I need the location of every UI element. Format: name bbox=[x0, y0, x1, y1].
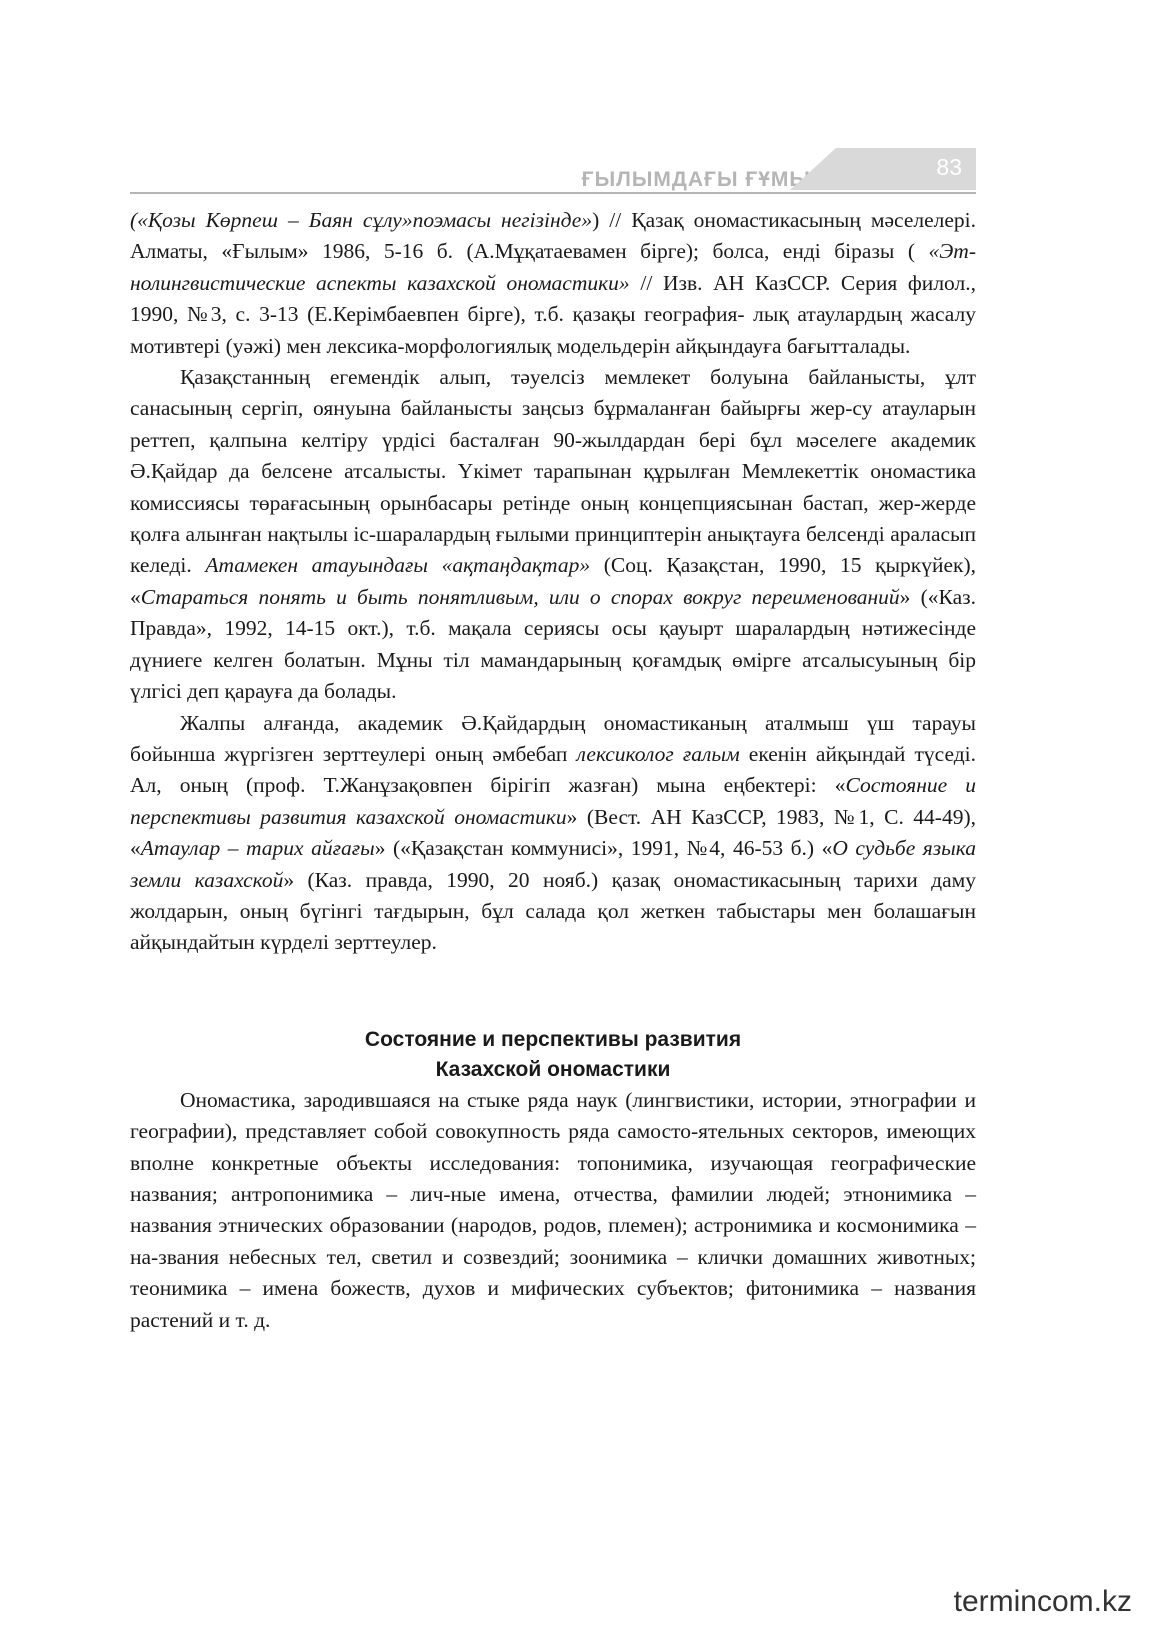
paragraph-2 bbox=[130, 362, 976, 707]
text-run-0: Жалпы алғанда, академик Ә.Қайдардың ономастиканың аталмыш үш тарауы бойынша жүргізген зерттеулері оның әмбебап bbox=[130, 710, 976, 766]
text-run-2: (Соц. Қазақстан, 1990, 15 қыркүйек), « bbox=[130, 553, 976, 609]
section-heading bbox=[130, 1025, 976, 1085]
italic-run-3: Состояние и перспективы развития казахской ономастики bbox=[130, 773, 977, 829]
text-run-4: » (Вест. АН КазССР, 1983, №1, С. 44-49), « bbox=[130, 804, 976, 861]
italic-run-0: («Қозы Көрпеш – Баян сұлу»поэмасы негізінде» bbox=[130, 208, 593, 232]
text-run-1: ) // Қазақ ономастикасының мәселелері. Алматы, «Ғылым» 1986, 5-16 б. (А.Мұқатаевамен бірге); болса, енді біразы ( bbox=[130, 208, 976, 264]
paragraph-1 bbox=[130, 205, 976, 362]
paragraph-3 bbox=[130, 708, 976, 959]
section-heading-line-1: Состояние и перспективы развития bbox=[364, 1027, 742, 1051]
text-run-6: » («Қазақстан коммунисі», 1991, №4, 46-53 б.) « bbox=[374, 836, 833, 861]
text-run-2: екенін айқындай түседі. Ал, оның (проф. Т.Жанұзақовпен бірігіп жазған) мына еңбектері: « bbox=[130, 741, 976, 798]
italic-run-1: лексиколог ғалым bbox=[576, 741, 740, 766]
italic-run-2: «Эт-нолингвистические аспекты казахской ономастики» bbox=[130, 239, 976, 295]
running-header-title: ҒЫЛЫМДАҒЫ ҒҰМЫР bbox=[581, 168, 826, 191]
text-run-0: Ономастика, зародившаяся на стыке ряда наук (лингвистики, истории, этнографии и географии), представляет собой совокупность ряда самосто-ятельных секторов, имеющих вполне конкретные объекты исследования: топонимика, изучающая географические названия; антропонимика – лич-ные имена, отчества, фамилии людей; этнонимика – названия этнических образовании (народов, родов, племен); астронимика и космонимика – на-звания небесных тел, светил и созвездий; зоонимика – клички домашних животных; теонимика – имена божеств, духов и мифических субъектов; фитонимика – названия растений и т. д. bbox=[130, 1087, 976, 1332]
italic-run-7: О судьбе языка земли казахской bbox=[130, 836, 976, 892]
page-number: 83 bbox=[936, 154, 962, 180]
text-run-3: // Изв. АН КазССР. Серия филол., 1990, №3, с. 3-13 (Е.Керімбаевпен бірге), т.б. қазақы география- лық атаулардың жасалу мотивтері (уәжі) мен лексика-морфологиялық модельдерін айқындауға бағытталады. bbox=[130, 270, 976, 358]
italic-run-3: Стараться понять и быть понятливым, или о спорах вокруг переименований bbox=[140, 584, 900, 609]
text-run-8: » (Каз. правда, 1990, 20 нояб.) қазақ ономастикасының тарихи даму жолдарын, оның бүгінгі тағдырын, бұл салада қол жеткен табыстары мен болашағын айқындайтын күрделі зерттеулер. bbox=[130, 867, 976, 955]
page-body bbox=[130, 205, 976, 1336]
running-header bbox=[130, 148, 976, 196]
page-number-tab bbox=[836, 148, 976, 190]
italic-run-5: Атаулар – тарих айғағы bbox=[140, 836, 375, 861]
header-rule bbox=[130, 192, 976, 194]
text-run-4: » («Каз. Правда», 1992, 14-15 окт.), т.б. мақала сериясы осы қауырт шаралардың нәтижесінде дүниеге келген болатын. Мұны тіл мамандарының қоғамдық өмірге атсалысуының бір үлгісі деп қарауға да болады. bbox=[130, 584, 976, 704]
paragraph-4 bbox=[130, 1085, 976, 1336]
header-slant-shape bbox=[790, 148, 836, 190]
watermark-logo: termincom.kz bbox=[953, 1585, 1132, 1618]
text-run-0: Қазақстанның егемендік алып, тәуелсіз мемлекет болуына байланысты, ұлт санасының сергіп, оянуына байланысты заңсыз бұрмаланған байырғы жер-су атауларын реттеп, қалпына келтіру үрдісі басталған 90-жылдардан бері бұл мәселеге академик Ә.Қайдар да белсене атсалысты. Үкімет тарапынан құрылған Мемлекеттік ономастика комиссиясы төрағасының орынбасары ретінде оның концепциясынан бастап, жер-жерде қолға алынған нақтылы іс-шаралардың ғылыми принциптерін анықтауға белсенді араласып келеді. bbox=[130, 365, 976, 578]
italic-run-1: Атамекен атауындағы «ақтаңдақтар» bbox=[205, 553, 591, 578]
section-heading-line-2: Казахской ономастики bbox=[435, 1057, 671, 1081]
